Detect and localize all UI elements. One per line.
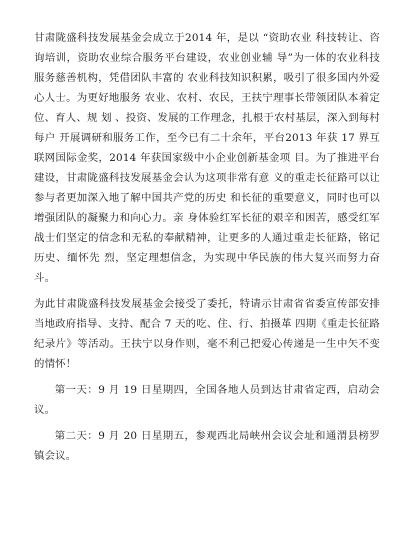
day-one-paragraph: 第一天：9 月 19 日星期四，全国各地人员到达甘肃省定西，启动会议。	[34, 384, 380, 416]
day-two-paragraph: 第二天：9 月 20 日星期五，参观西北局峡州会议会址和通渭县榜罗镇会议。	[34, 430, 380, 462]
commission-paragraph: 为此甘肃陇盛科技发展基金会接受了委托，特请示甘肃省省委宣传部安排当地政府指导、支持、配合 7 天的吃、住、行、拍摄革 四期《重走长征路纪录片》等活动。王扶宁以身作则，毫不利己把爱心传递是一生中矢不变的情怀！	[34, 298, 380, 370]
intro-paragraph: 甘肃陇盛科技发展基金会成立于2014 年，是以 “资助农业 科技转让、咨询培训，资助农业综合服务平台建设，农业创业辅 导”为一体的农业科技服务慈善机构，凭借团队丰富的 农业科技知识积累，吸引了很多国内外爱心人士。为更好地服务 农业、农村、农民，王扶宁理事长带领团队本着定位、育人、规 划 、投资、发展的工作理念，扎根于农村基层，深入到每村每户 开展调研和服务工作，至今已有二十余年，平台2013 年获 17 界互联网国际金奖，2014 年获国家级中小企业创新基金项 目。为了推进平台建设，甘肃陇盛科技发展基金会认为这项非常有意 义的重走长征路可以让参与者更加深入地了解中国共产党的历史 和长征的重要意义，同时也可以增强团队的凝聚力和向心力。亲 身体验红军长征的艰辛和困苦，感受红军战士们坚定的信念和无私的奉献精神，让更多的人通过重走长征路，铭记历史、缅怀先 烈，坚定理想信念，为实现中华民族的伟大复兴而努力奋斗。	[34, 32, 380, 284]
